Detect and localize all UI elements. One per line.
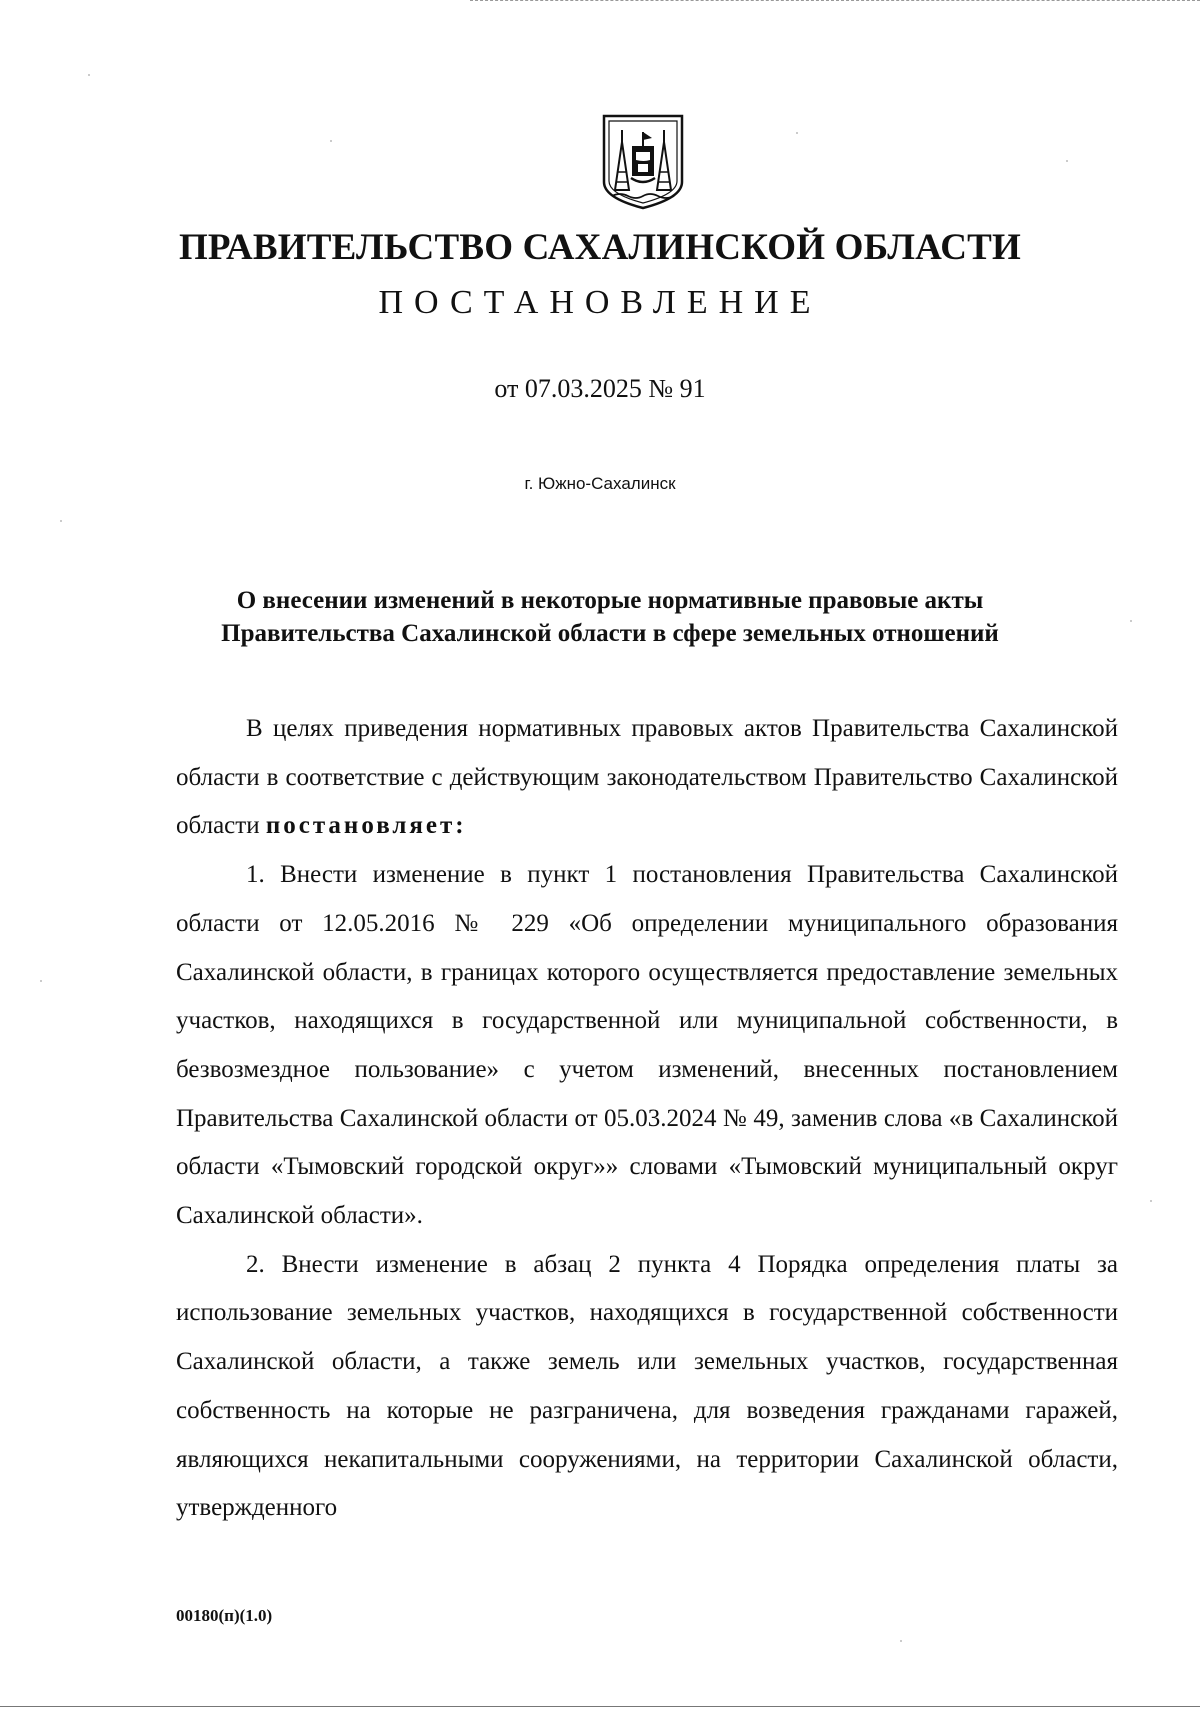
scan-speck <box>900 1640 902 1642</box>
document-type: ПОСТАНОВЛЕНИЕ <box>378 284 822 321</box>
subject-line-1: О внесении изменений в некоторые нормативные правовые акты <box>236 587 984 614</box>
scan-speck <box>60 520 62 522</box>
top-scan-edge <box>470 0 1200 3</box>
intro-paragraph <box>176 705 1118 851</box>
subject-line-2: Правительства Сахалинской области в сфере земельных отношений <box>221 620 999 647</box>
item-1-paragraph: 1. Внести изменение в пункт 1 постановления Правительства Сахалинской области от 12.05.2016 № 229 «Об определении муниципального образования Сахалинской области, в границах которого осуществляется предоставление земельных участков, находящихся в государственной или муниципальной собственности, в безвозмездное пользование» с учетом изменений, внесенных постановлением Правительства Сахалинской области от 05.03.2024 № 49, заменив слова «в Сахалинской области «Тымовский городской округ»» словами «Тымовский муниципальный округ Сахалинской области». <box>176 861 1118 1230</box>
bottom-scan-edge <box>0 1706 1200 1709</box>
scan-speck <box>40 980 42 982</box>
intro-emphasis: постановляет: <box>265 812 467 840</box>
scan-speck <box>1150 1200 1152 1202</box>
item-2-paragraph: 2. Внести изменение в абзац 2 пункта 4 Порядка определения платы за использование земельных участков, находящихся в государственной собственности Сахалинской области, а также земель или земельных участков, государственная собственность на которые не разграничена, для возведения гражданами гаражей, являющихся некапитальными сооружениями, на территории Сахалинской области, утвержденного <box>176 1250 1118 1522</box>
intro-text: В целях приведения нормативных правовых актов Правительства Сахалинской области в соответствие с действующим законодательством Правительство Сахалинской области <box>176 715 1118 840</box>
scan-speck <box>330 140 332 142</box>
form-code: 00180(п)(1.0) <box>176 1606 273 1625</box>
scan-speck <box>1066 160 1068 162</box>
government-name: ПРАВИТЕЛЬСТВО САХАЛИНСКОЙ ОБЛАСТИ <box>178 227 1022 268</box>
document-date-number: от 07.03.2025 № 91 <box>494 374 706 403</box>
coat-of-arms-icon <box>598 112 688 212</box>
document-subject <box>130 584 1090 650</box>
scan-speck <box>796 132 798 134</box>
scan-speck <box>1130 620 1132 622</box>
scan-speck <box>88 74 90 76</box>
document-body <box>176 705 1118 1533</box>
document-city: г. Южно-Сахалинск <box>524 474 676 493</box>
